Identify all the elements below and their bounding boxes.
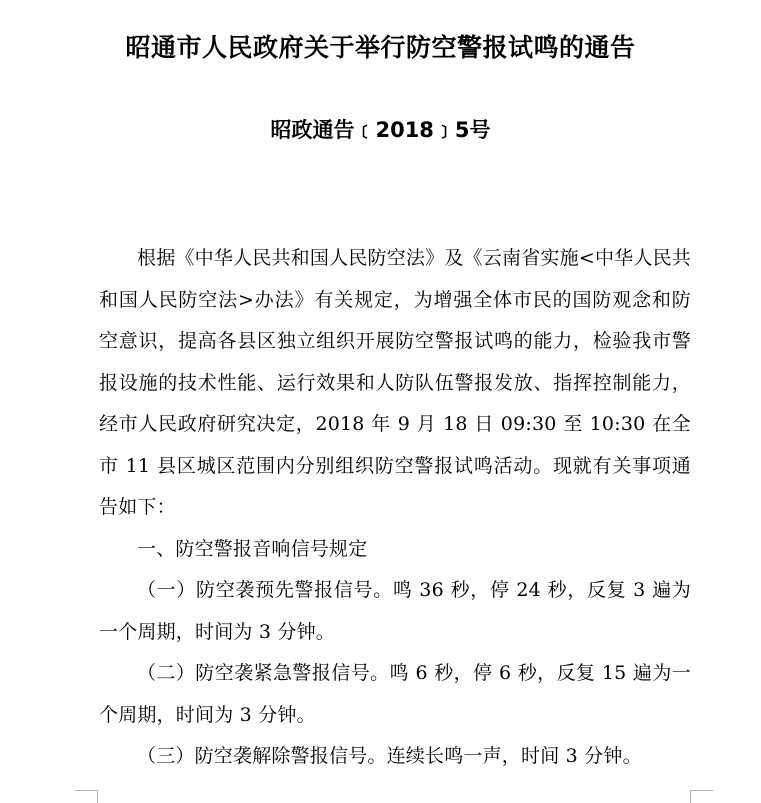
document-number: 昭政通告﹝2018﹞5号 <box>270 118 491 142</box>
paragraph-signal-1: （一）防空袭预先警报信号。鸣 36 秒，停 24 秒，反复 3 遍为一个周期，时间为 3 分钟。 <box>99 579 691 643</box>
paragraph-signal-3: （三）防空袭解除警报信号。连续长鸣一声，时间 3 分钟。 <box>137 745 642 767</box>
page-corner-mark-right <box>690 790 713 803</box>
section-heading-1: 一、防空警报音响信号规定 <box>137 537 368 560</box>
paragraph-signal-2: （二）防空袭紧急警报信号。鸣 6 秒，停 6 秒，反复 15 遍为一个周期，时间为 3 分钟。 <box>99 662 691 726</box>
document-body <box>99 238 691 778</box>
page-corner-mark-left <box>75 790 98 803</box>
document-title: 昭通市人民政府关于举行防空警报试鸣的通告 <box>125 33 636 62</box>
paragraph-intro: 根据《中华人民共和国人民防空法》及《云南省实施<中华人民共和国人民防空法>办法》有关规定，为增强全体市民的国防观念和防空意识，提高各县区独立组织开展防空警报试鸣的能力，检验我市警报设施的技术性能、运行效果和人防队伍警报发放、指挥控制能力，经市人民政府研究决定，2018 年 9 月 18 日 09:30 至 10:30 在全市 11 县区城区范围内分别组织防空警报试鸣活动。现就有关事项通告如下： <box>99 247 691 518</box>
